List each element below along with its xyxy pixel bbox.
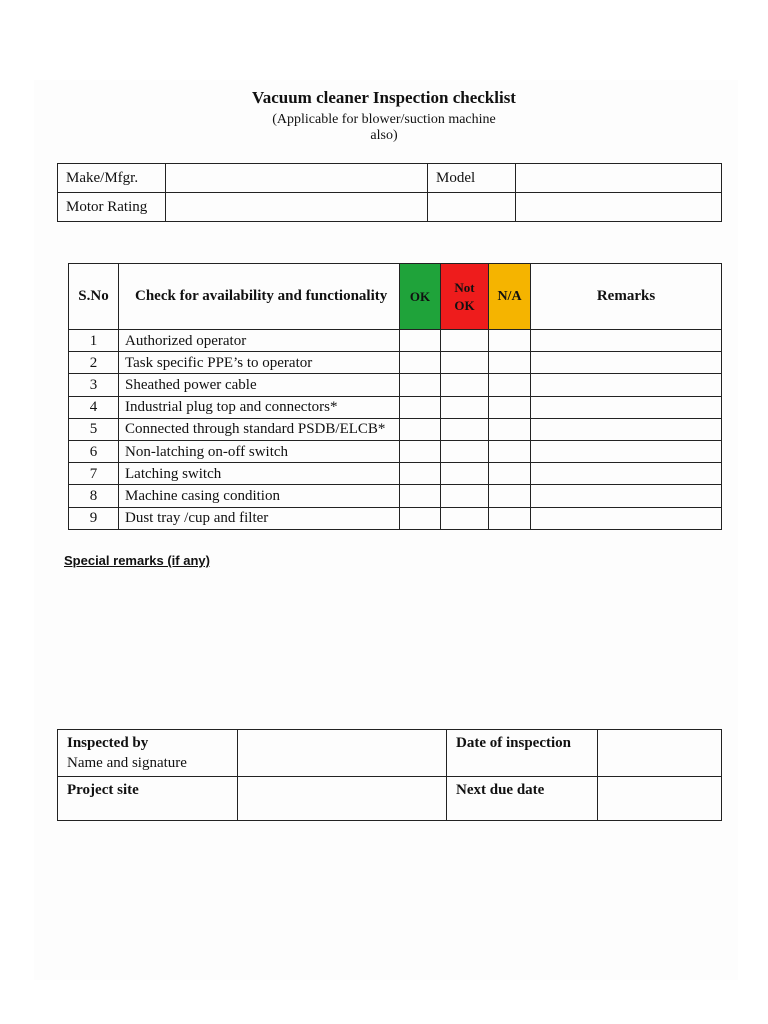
project-site-field[interactable] <box>238 777 447 821</box>
not-ok-cell[interactable] <box>441 440 489 462</box>
table-row <box>69 463 722 485</box>
remarks-header: Remarks <box>531 264 722 330</box>
sno-header: S.No <box>69 264 119 330</box>
check-item: Dust tray /cup and filter <box>119 507 400 529</box>
make-field[interactable] <box>166 164 428 193</box>
check-item: Task specific PPE’s to operator <box>119 352 400 374</box>
table-row <box>69 374 722 396</box>
check-item: Industrial plug top and connectors* <box>119 396 400 418</box>
remarks-cell[interactable] <box>531 485 722 507</box>
ok-cell[interactable] <box>400 440 441 462</box>
na-cell[interactable] <box>489 418 531 440</box>
remarks-cell[interactable] <box>531 440 722 462</box>
remarks-cell[interactable] <box>531 396 722 418</box>
na-cell[interactable] <box>489 374 531 396</box>
check-item: Machine casing condition <box>119 485 400 507</box>
row-number: 4 <box>69 396 119 418</box>
inspected-by-field[interactable] <box>238 730 447 777</box>
table-row <box>69 396 722 418</box>
table-row <box>69 440 722 462</box>
ok-cell[interactable] <box>400 330 441 352</box>
signoff-table <box>57 729 722 821</box>
ok-cell[interactable] <box>400 418 441 440</box>
date-of-inspection-field[interactable] <box>598 730 722 777</box>
row-number: 5 <box>69 418 119 440</box>
not-ok-header <box>441 264 489 330</box>
ok-cell[interactable] <box>400 396 441 418</box>
remarks-cell[interactable] <box>531 374 722 396</box>
page-subtitle <box>0 112 768 144</box>
inspection-checklist-table <box>68 263 722 530</box>
na-header: N/A <box>489 264 531 330</box>
not-ok-header-line-1: Not <box>454 279 475 295</box>
row-number: 2 <box>69 352 119 374</box>
name-signature-label: Name and signature <box>67 755 187 771</box>
table-row <box>69 507 722 529</box>
ok-cell[interactable] <box>400 485 441 507</box>
date-of-inspection-label: Date of inspection <box>447 730 598 777</box>
subtitle-line-2: also) <box>370 128 398 143</box>
not-ok-cell[interactable] <box>441 485 489 507</box>
table-row <box>69 330 722 352</box>
not-ok-cell[interactable] <box>441 463 489 485</box>
table-row <box>69 418 722 440</box>
remarks-cell[interactable] <box>531 507 722 529</box>
check-item: Non-latching on-off switch <box>119 440 400 462</box>
not-ok-header-line-2: OK <box>454 297 475 313</box>
special-remarks-heading: Special remarks (if any) <box>64 553 210 568</box>
page-title: Vacuum cleaner Inspection checklist <box>252 88 516 107</box>
check-item: Authorized operator <box>119 330 400 352</box>
next-due-date-label: Next due date <box>447 777 598 821</box>
check-item: Connected through standard PSDB/ELCB* <box>119 418 400 440</box>
ok-cell[interactable] <box>400 507 441 529</box>
motor-rating-extra-field-2[interactable] <box>516 193 722 222</box>
check-item: Sheathed power cable <box>119 374 400 396</box>
project-site-label: Project site <box>58 777 238 821</box>
remarks-cell[interactable] <box>531 418 722 440</box>
motor-rating-field[interactable] <box>166 193 428 222</box>
motor-rating-label: Motor Rating <box>58 193 166 222</box>
equipment-info-table <box>57 163 722 222</box>
remarks-cell[interactable] <box>531 463 722 485</box>
row-number: 8 <box>69 485 119 507</box>
model-label: Model <box>428 164 516 193</box>
make-label: Make/Mfgr. <box>58 164 166 193</box>
row-number: 1 <box>69 330 119 352</box>
na-cell[interactable] <box>489 396 531 418</box>
na-cell[interactable] <box>489 485 531 507</box>
ok-cell[interactable] <box>400 352 441 374</box>
na-cell[interactable] <box>489 440 531 462</box>
check-item: Latching switch <box>119 463 400 485</box>
row-number: 7 <box>69 463 119 485</box>
ok-cell[interactable] <box>400 463 441 485</box>
not-ok-cell[interactable] <box>441 374 489 396</box>
remarks-cell[interactable] <box>531 330 722 352</box>
subtitle-line-1: (Applicable for blower/suction machine <box>272 112 496 127</box>
table-row <box>69 485 722 507</box>
na-cell[interactable] <box>489 330 531 352</box>
ok-header: OK <box>400 264 441 330</box>
row-number: 9 <box>69 507 119 529</box>
not-ok-cell[interactable] <box>441 396 489 418</box>
not-ok-cell[interactable] <box>441 352 489 374</box>
model-field[interactable] <box>516 164 722 193</box>
ok-cell[interactable] <box>400 374 441 396</box>
checklist-header-row <box>69 264 722 330</box>
next-due-date-field[interactable] <box>598 777 722 821</box>
motor-rating-extra-field[interactable] <box>428 193 516 222</box>
check-header: Check for availability and functionality <box>119 264 400 330</box>
not-ok-cell[interactable] <box>441 418 489 440</box>
row-number: 3 <box>69 374 119 396</box>
not-ok-cell[interactable] <box>441 507 489 529</box>
na-cell[interactable] <box>489 507 531 529</box>
inspected-by-label: Inspected by <box>67 735 149 751</box>
na-cell[interactable] <box>489 463 531 485</box>
row-number: 6 <box>69 440 119 462</box>
table-row <box>69 352 722 374</box>
inspected-by-cell <box>58 730 238 777</box>
na-cell[interactable] <box>489 352 531 374</box>
remarks-cell[interactable] <box>531 352 722 374</box>
not-ok-cell[interactable] <box>441 330 489 352</box>
